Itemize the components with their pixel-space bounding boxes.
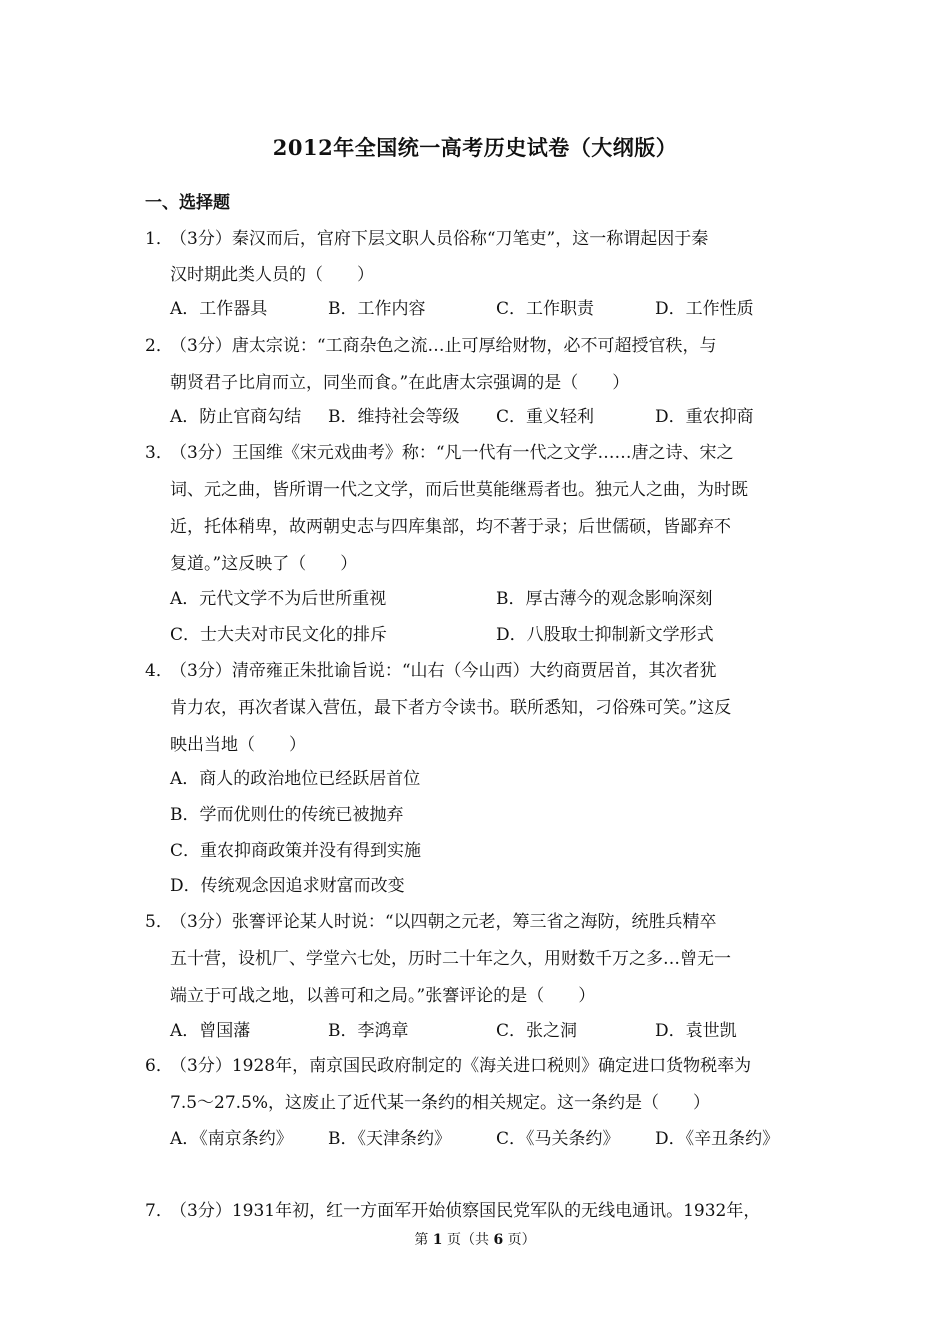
footer-middle: 页（共: [447, 1232, 489, 1248]
question-text-line: （3分）清帝雍正朱批谕旨说：“山右（今山西）大约商贾居首，其次者犹: [170, 661, 717, 681]
option-c: C．士大夫对市民文化的排斥: [170, 625, 388, 645]
option-c: C．重农抑商政策并没有得到实施: [170, 841, 422, 861]
question-text-line: 映出当地（ ）: [170, 735, 306, 755]
option-b: B．学而优则仕的传统已被抛弃: [170, 805, 404, 825]
question-text-line: （3分）唐太宗说：“工商杂色之流…止可厚给财物，必不可超授官秩，与: [170, 336, 717, 356]
option-d: D．《辛丑条约》: [655, 1129, 780, 1149]
question-number: 2．: [145, 336, 173, 356]
page-footer: [0, 1229, 950, 1249]
question-text-line: （3分）1931年初，红一方面军开始侦察国民党军队的无线电通讯。1932年，: [170, 1201, 761, 1221]
question-text-line: 词、元之曲，皆所谓一代之文学，而后世莫能继焉者也。独元人之曲，为时既: [170, 480, 748, 500]
total-pages: 6: [493, 1232, 504, 1248]
option-b: B．工作内容: [328, 299, 426, 319]
option-b: B．厚古薄今的观念影响深刻: [496, 589, 713, 609]
page-number: 1: [432, 1232, 443, 1248]
option-c: C．工作职责: [496, 299, 595, 319]
option-a: A．商人的政治地位已经跃居首位: [170, 769, 421, 789]
question-number: 5．: [145, 912, 173, 932]
option-d: D．袁世凯: [655, 1021, 737, 1041]
question-number: 7．: [145, 1201, 173, 1221]
option-d: D．工作性质: [655, 299, 754, 319]
option-c: C．《马关条约》: [496, 1129, 620, 1149]
option-a: A．防止官商勾结: [170, 407, 302, 427]
question-number: 1．: [145, 229, 173, 249]
question-text-line: 7.5～27.5%，这废止了近代某一条约的相关规定。这一条约是（ ）: [170, 1093, 711, 1113]
question-text-line: （3分）张謇评论某人时说：“以四朝之元老，筹三省之海防，统胜兵精卒: [170, 912, 717, 932]
question-number: 6．: [145, 1056, 173, 1076]
question-text-line: 五十营，设机厂、学堂六七处，历时二十年之久，用财数千万之多…曾无一: [170, 949, 731, 969]
question-number: 3．: [145, 443, 173, 463]
footer-prefix: 第: [414, 1232, 429, 1248]
question-text-line: 复道。”这反映了（ ）: [170, 554, 358, 574]
question-text-line: 肯力农，再次者谋入营伍，最下者方令读书。联所悉知，刁俗殊可笑。”这反: [170, 698, 732, 718]
question-text-line: 端立于可战之地，以善可和之局。”张謇评论的是（ ）: [170, 986, 596, 1006]
option-b: B．李鸿章: [328, 1021, 409, 1041]
question-text-line: 朝贤君子比肩而立，同坐而食。”在此唐太宗强调的是（ ）: [170, 373, 630, 393]
option-a: A．元代文学不为后世所重视: [170, 589, 387, 609]
option-b: B．维持社会等级: [328, 407, 460, 427]
option-d: D．八股取士抑制新文学形式: [496, 625, 714, 645]
page-title: 2012年全国统一高考历史试卷（大纲版）: [272, 135, 678, 160]
question-text-line: （3分）王国维《宋元戏曲考》称：“凡一代有一代之文学……唐之诗、宋之: [170, 443, 734, 463]
question-text-line: （3分）秦汉而后，官府下层文职人员俗称“刀笔吏”，这一称谓起因于秦: [170, 229, 709, 249]
question-text-line: 近，托体稍卑，故两朝史志与四库集部，均不著于录；后世儒硕，皆鄙弃不: [170, 517, 731, 537]
option-a: A．《南京条约》: [170, 1129, 293, 1149]
option-c: C．张之洞: [496, 1021, 578, 1041]
option-c: C．重义轻利: [496, 407, 595, 427]
question-text-line: （3分）1928年，南京国民政府制定的《海关进口税则》确定进口货物税率为: [170, 1056, 752, 1076]
section-heading: 一、选择题: [145, 193, 230, 213]
footer-suffix: 页）: [507, 1232, 536, 1248]
option-a: A．曾国藩: [170, 1021, 251, 1041]
option-d: D．重农抑商: [655, 407, 754, 427]
option-b: B．《天津条约》: [328, 1129, 451, 1149]
question-text-line: 汉时期此类人员的（ ）: [170, 265, 374, 285]
question-number: 4．: [145, 661, 173, 681]
option-a: A．工作器具: [170, 299, 268, 319]
option-d: D．传统观念因追求财富而改变: [170, 876, 405, 896]
